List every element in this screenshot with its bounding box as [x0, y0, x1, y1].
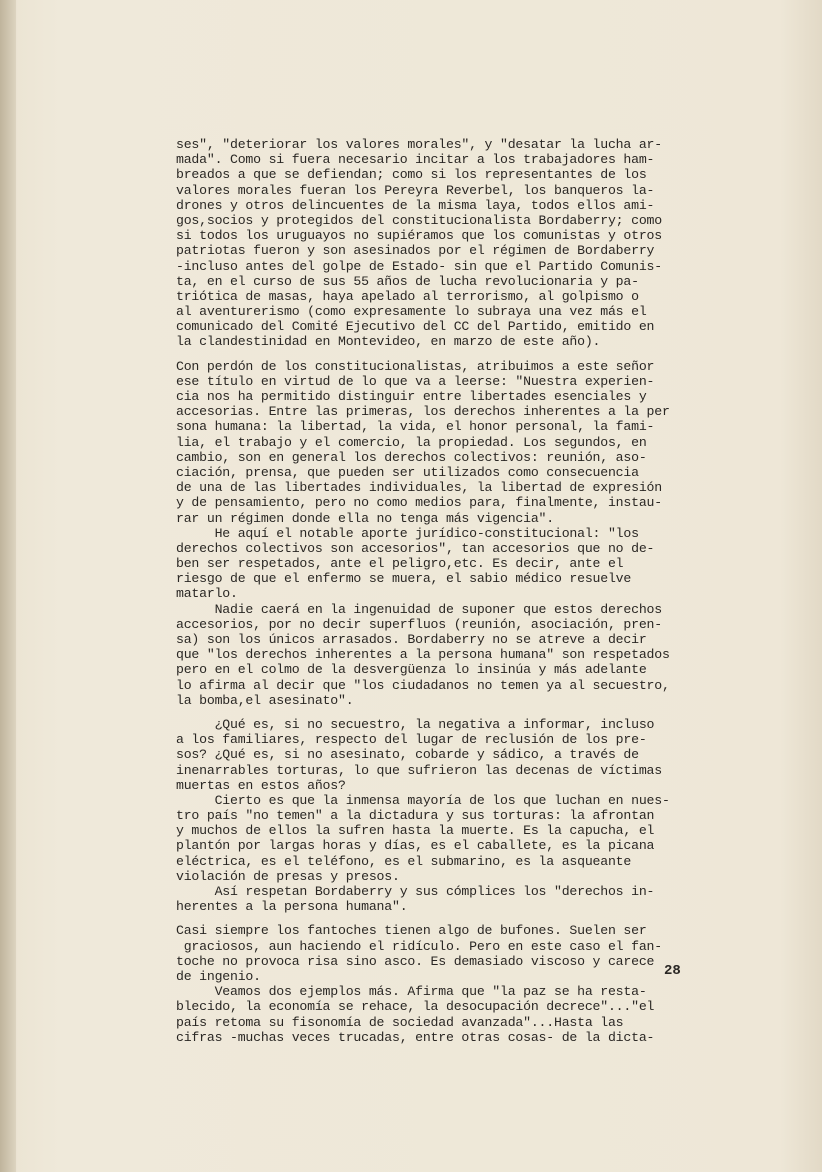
- text-line: ses", "deteriorar los valores morales", y "desatar la lucha ar-: [176, 137, 662, 152]
- text-line: ese título en virtud de lo que va a leerse: "Nuestra experien-: [176, 373, 655, 389]
- text-line: breados a que se defiendan; como si los representantes de los: [176, 167, 647, 183]
- typewritten-body-text: [176, 137, 716, 1045]
- text-line: lia, el trabajo y el comercio, la propiedad. Los segundos, en: [176, 434, 647, 450]
- page-binding-shadow: [0, 0, 16, 1172]
- text-line: muertas en estos años?: [176, 777, 346, 793]
- text-line: matarlo.: [176, 586, 238, 602]
- text-line: ta, en el curso de sus 55 años de lucha revolucionaria y pa-: [176, 273, 639, 289]
- text-line: accesorios, por no decir superfluos (reunión, asociación, pren-: [176, 616, 662, 632]
- text-line: rar un régimen donde ella no tenga más vigencia".: [176, 510, 554, 526]
- text-line: graciosos, aun haciendo el ridículo. Pero en este caso el fan-: [176, 938, 662, 954]
- text-line: y muchos de ellos la sufren hasta la muerte. Es la capucha, el: [176, 823, 655, 839]
- text-line: plantón por largas horas y días, es el caballete, es la picana: [176, 838, 655, 854]
- text-line: sa) son los únicos arrasados. Bordaberry no se atreve a decir: [176, 632, 647, 647]
- text-line: herentes a la persona humana".: [176, 899, 408, 915]
- text-line: mada". Como si fuera necesario incitar a los trabajadores ham-: [176, 152, 655, 168]
- text-line: Casi siempre los fantoches tienen algo de bufones. Suelen ser: [176, 923, 647, 939]
- text-line: derechos colectivos son accesorios", tan accesorios que no de-: [176, 540, 655, 556]
- text-line: cambio, son en general los derechos colectivos: reunión, aso-: [176, 449, 647, 465]
- page-number: 28: [664, 963, 681, 979]
- text-line: ¿Qué es, si no secuestro, la negativa a informar, incluso: [176, 716, 655, 732]
- text-line: Veamos dos ejemplos más. Afirma que "la paz se ha resta-: [176, 984, 647, 1000]
- text-line: comunicado del Comité Ejecutivo del CC del Partido, emitido en: [176, 319, 655, 335]
- text-line: y de pensamiento, pero no como medios para, finalmente, instau-: [176, 495, 662, 511]
- text-line: lo afirma al decir que "los ciudadanos no temen ya al secuestro,: [176, 677, 670, 693]
- text-line: de ingenio.: [176, 968, 261, 984]
- text-line: ben ser respetados, ante el peligro,etc. Es decir, ante el: [176, 556, 624, 572]
- text-line: la clandestinidad en Montevideo, en marzo de este año).: [176, 334, 601, 350]
- text-line: tro país "no temen" a la dictadura y sus torturas: la afrontan: [176, 808, 655, 824]
- text-line: país retoma su fisonomía de sociedad avanzada"...Hasta las: [176, 1014, 624, 1030]
- text-line: que "los derechos inherentes a la persona humana" son respetados: [176, 647, 670, 663]
- text-line: sona humana: la libertad, la vida, el honor personal, la fami-: [176, 419, 655, 435]
- text-line: si todos los uruguayos no supiéramos que los comunistas y otros: [176, 228, 662, 244]
- text-line: a los familiares, respecto del lugar de reclusión de los pre-: [176, 732, 647, 748]
- text-line: ciación, prensa, que pueden ser utilizados como consecuencia: [176, 464, 639, 480]
- text-line: inenarrables torturas, lo que sufrieron las decenas de víctimas: [176, 762, 662, 778]
- text-line: al aventurerismo (como expresamente lo subraya una vez más el: [176, 304, 647, 320]
- text-line: cia nos ha permitido distinguir entre libertades esenciales y: [176, 389, 647, 404]
- text-line: cifras -muchas veces trucadas, entre otras cosas- de la dicta-: [176, 1029, 655, 1045]
- text-line: valores morales fueran los Pereyra Reverbel, los banqueros la-: [176, 182, 655, 198]
- text-line: sos? ¿Qué es, si no asesinato, cobarde y sádico, a través de: [176, 747, 639, 763]
- text-line: Nadie caerá en la ingenuidad de suponer que estos derechos: [176, 601, 662, 617]
- paragraph-gap: [176, 708, 716, 717]
- text-line: blecido, la economía se rehace, la desocupación decrece"..."el: [176, 999, 655, 1015]
- text-line: Así respetan Bordaberry y sus cómplices los "derechos in-: [176, 884, 655, 899]
- text-line: drones y otros delincuentes de la misma laya, todos ellos ami-: [176, 197, 655, 213]
- text-line: -incluso antes del golpe de Estado- sin que el Partido Comunis-: [176, 258, 662, 274]
- text-line: violación de presas y presos.: [176, 868, 400, 884]
- text-line: eléctrica, es el teléfono, es el submarino, es la asqueante: [176, 853, 632, 869]
- text-line: Cierto es que la inmensa mayoría de los que luchan en nues-: [176, 792, 670, 808]
- text-line: accesorias. Entre las primeras, los derechos inherentes a la per: [176, 404, 670, 420]
- text-line: Con perdón de los constitucionalistas, atribuimos a este señor: [176, 358, 655, 374]
- text-line: la bomba,el asesinato".: [176, 692, 354, 708]
- text-line: toche no provoca risa sino asco. Es demasiado viscoso y carece: [176, 953, 655, 969]
- text-line: riesgo de que el enfermo se muera, el sabio médico resuelve: [176, 571, 632, 587]
- text-line: de una de las libertades individuales, la libertad de expresión: [176, 480, 662, 496]
- text-line: pero en el colmo de la desvergüenza lo insinúa y más adelante: [176, 662, 647, 678]
- text-line: triótica de masas, haya apelado al terrorismo, al golpismo o: [176, 288, 639, 304]
- text-line: patriotas fueron y son asesinados por el régimen de Bordaberry: [176, 243, 655, 259]
- text-line: gos,socios y protegidos del constitucionalista Bordaberry; como: [176, 212, 662, 228]
- text-line: He aquí el notable aporte jurídico-constitucional: "los: [176, 525, 639, 541]
- paragraph-gap: [176, 350, 716, 359]
- paragraph-gap: [176, 914, 716, 923]
